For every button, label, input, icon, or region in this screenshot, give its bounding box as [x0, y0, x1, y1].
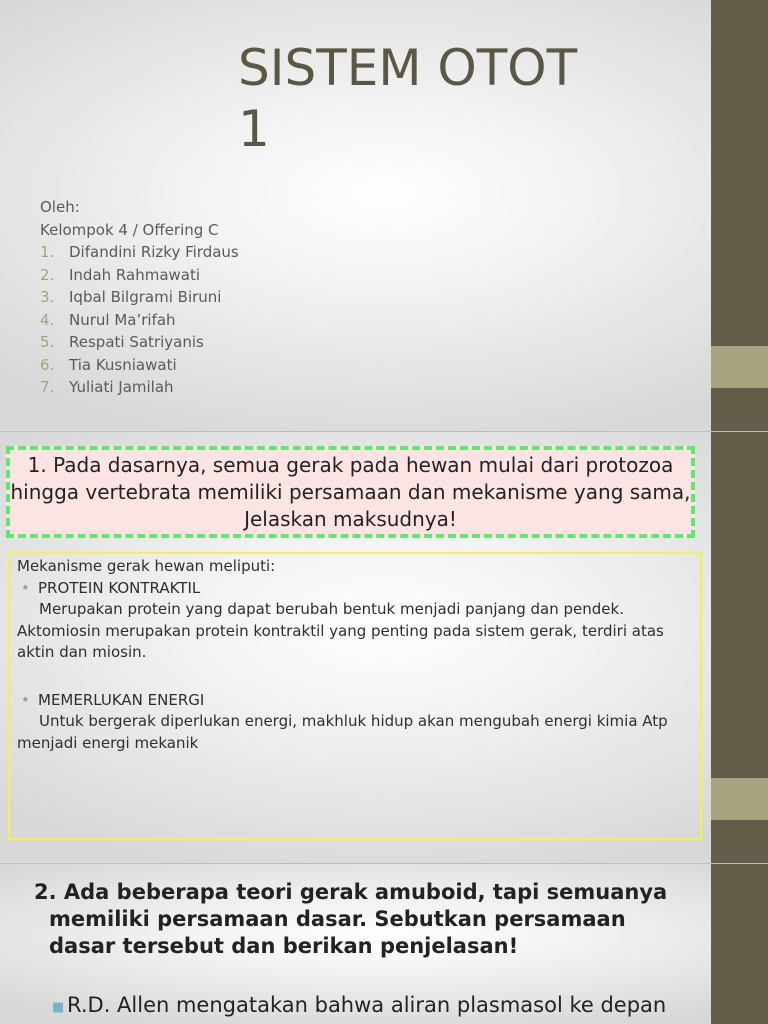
authors-block	[40, 196, 239, 399]
sidebar-accent	[711, 778, 768, 820]
member-item	[40, 241, 239, 264]
question-1-text: 1. Pada dasarnya, semua gerak pada hewan mulai dari protozoa hingga vertebrata memiliki persamaan dan mekanisme yang sama, Jelaskan maksudnya!	[10, 452, 691, 531]
member-name: Respati Satriyanis	[69, 333, 204, 351]
question-1-slide	[0, 432, 768, 864]
member-item	[40, 331, 239, 354]
member-name: Iqbal Bilgrami Biruni	[69, 288, 222, 306]
member-number: 3.	[40, 288, 55, 306]
member-number: 1.	[40, 243, 55, 261]
bullet-dot-icon: •	[21, 578, 30, 597]
title-slide	[0, 0, 768, 432]
member-number: 6.	[40, 355, 55, 374]
by-label: Oleh:	[40, 198, 80, 216]
member-list	[40, 241, 239, 399]
title-line-1: SISTEM OTOT	[238, 39, 578, 97]
group-label: Kelompok 4 / Offering C	[40, 220, 219, 239]
member-item	[40, 354, 239, 377]
bullet-dot-icon: •	[21, 690, 30, 709]
member-name: Tia Kusniawati	[69, 355, 177, 374]
answer-1-box	[8, 552, 702, 840]
square-bullet-icon: ■	[52, 1000, 65, 1015]
member-number: 4.	[40, 310, 55, 329]
point-1-heading	[21, 578, 694, 600]
answer-2-text: R.D. Allen mengatakan bahwa aliran plasmasol ke depan	[67, 993, 667, 1017]
sidebar-accent	[711, 346, 768, 388]
member-item	[40, 264, 239, 287]
question-2-slide	[0, 864, 768, 1024]
member-number: 2.	[40, 265, 55, 284]
point-2-title: MEMERLUKAN ENERGI	[38, 690, 205, 709]
member-name: Nurul Ma’rifah	[69, 310, 176, 329]
answer-intro: Mekanisme gerak hewan meliputi:	[17, 557, 276, 575]
point-1-title: PROTEIN KONTRAKTIL	[38, 578, 201, 597]
member-item	[40, 309, 239, 332]
member-number: 7.	[40, 378, 55, 396]
title-line-2: 1	[238, 100, 270, 158]
member-name: Yuliati Jamilah	[69, 378, 174, 396]
point-2-text: Untuk bergerak diperlukan energi, makhluk hidup akan mengubah energi kimia Atp menjadi energi mekanik	[17, 712, 668, 752]
question-1-box	[6, 446, 695, 538]
question-2-text: 2. Ada beberapa teori gerak amuboid, tapi semuanya memiliki persamaan dasar. Sebutkan persamaan dasar tersebut dan berikan penjelasan!	[34, 880, 668, 958]
point-2-heading	[21, 690, 694, 712]
answer-2-item	[52, 992, 692, 1021]
slide-title	[238, 38, 577, 160]
member-number: 5.	[40, 333, 55, 351]
member-item	[40, 286, 239, 309]
point-1-text: Merupakan protein yang dapat berubah bentuk menjadi panjang dan pendek. Aktomiosin merupakan protein kontraktil yang penting pada sistem gerak, terdiri atas aktin dan miosin.	[17, 600, 664, 661]
member-name: Indah Rahmawati	[69, 265, 201, 284]
sidebar-band	[711, 864, 768, 1024]
member-item	[40, 376, 239, 399]
member-name: Difandini Rizky Firdaus	[69, 243, 239, 261]
